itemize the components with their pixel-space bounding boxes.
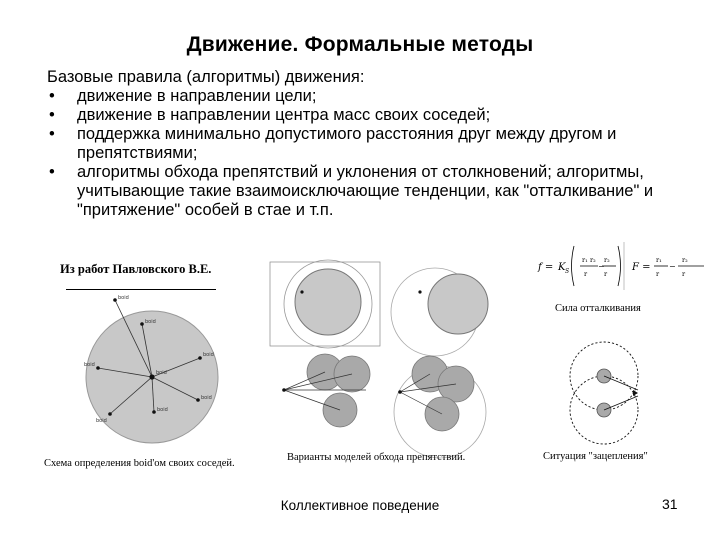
jam-situation-diagram [552,340,662,450]
repulsion-formula [536,238,708,294]
footer-title: Коллективное поведение [280,498,440,513]
formula-f: f = [538,262,554,273]
formula-r-denom: r [584,270,588,278]
rule-item: • движение в направлении цели; [47,87,687,106]
formula-r2b: r₂ [604,256,610,264]
formula-r-denom2: r [604,270,608,278]
boid-label: boid [84,362,95,368]
formula-k-sub: S [565,268,570,275]
formula-r-denom3: r [656,270,660,278]
page-number: 31 [662,496,678,512]
formula-minus2: − [669,262,676,271]
rule-item: • движение в направлении центра масс своих соседей; [47,106,687,125]
obstacle-avoidance-diagrams [270,262,500,452]
caption-boid-scheme: Схема определения boid'ом своих соседей. [44,458,235,469]
formula-F: F = [632,262,651,273]
boid-label: boid [118,295,129,301]
source-note: Из работ Павловского В.Е. [60,262,212,276]
boid-label: boid [201,395,212,401]
rule-item: • алгоритмы обхода препятствий и уклонения от столкновений; алгоритмы, учитывающие такие взаимоисключающие тенденции, как "отталкивание" и "притяжение" особей в стае и т.п. [47,163,687,220]
formula-r2c: r₂ [682,256,688,264]
boid-label: boid [96,418,107,424]
rules-list [47,87,687,220]
boid-label: boid [203,352,214,358]
formula-minus: − [598,262,605,271]
formula-r1: r₁ [582,256,588,264]
caption-repulsion-force: Сила отталкивания [555,303,641,314]
caption-jam-situation: Ситуация "зацепления" [543,451,648,462]
boid-label: boid [157,407,168,413]
boid-label: boid [145,319,156,325]
formula-r1b: r₁ [656,256,662,264]
slide-title: Движение. Формальные методы [186,33,534,56]
boid-neighbour-diagram [60,292,260,452]
rule-item: • поддержка минимально допустимого расстояния друг между другом и препятствиями; [47,125,687,163]
caption-obstacle-variants: Варианты моделей обхода препятствий. [287,452,466,463]
source-underline [66,289,216,290]
formula-r2: r₂ [590,256,596,264]
formula-r-denom4: r [682,270,686,278]
formula-k: K [558,262,566,273]
boid-label: boid [156,370,167,376]
rules-intro: Базовые правила (алгоритмы) движения: [47,68,365,86]
